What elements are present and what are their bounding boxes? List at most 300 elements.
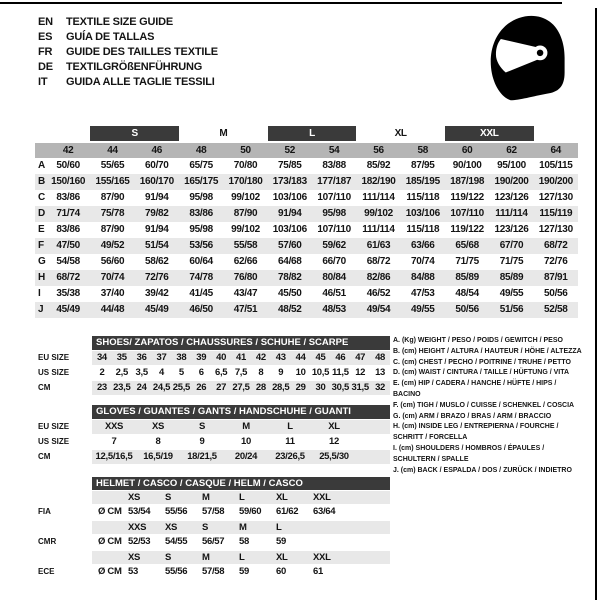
measurement-value: 55/58 (233, 240, 258, 251)
shoes-size-row (35, 351, 390, 365)
measurement-row (35, 270, 578, 286)
measurement-row (35, 206, 578, 222)
measurement-value: 173/183 (272, 176, 307, 187)
gloves-size-value: 20/24 (234, 451, 258, 462)
measurement-value: 83/86 (56, 224, 80, 235)
gloves-row-label: CM (38, 452, 51, 461)
language-code: ES (38, 31, 53, 43)
measurement-value: 71/75 (455, 256, 479, 267)
gloves-size-value: 8 (155, 436, 161, 447)
language-code: EN (38, 16, 53, 28)
measurement-row (35, 174, 578, 190)
measurement-value: 84/88 (411, 272, 435, 283)
measurement-value: 115/118 (406, 224, 440, 235)
helmet-size-header: XL (276, 492, 288, 503)
helmet-size-header: S (165, 492, 172, 503)
measurement-value: 80/84 (322, 272, 346, 283)
measurement-row (35, 222, 578, 238)
helmet-size-value: 61 (313, 566, 323, 577)
measurement-value: 115/118 (406, 192, 440, 203)
right-border-rule (595, 8, 597, 600)
measurement-row (35, 238, 578, 254)
language-title-row (38, 60, 218, 75)
measurement-value: 170/180 (228, 176, 263, 187)
measurement-row-label: H (38, 272, 45, 283)
measurement-value: 71/74 (56, 208, 80, 219)
helmet-values-row (35, 535, 390, 549)
helmet-size-headers (92, 521, 390, 534)
size-band-label: L (268, 126, 357, 141)
shoes-size-value: 9 (278, 367, 284, 378)
gloves-row-label: US SIZE (38, 437, 70, 446)
helmet-row-label-spacer (35, 521, 92, 534)
shoes-size-table (35, 336, 390, 396)
shoes-size-value: 24,5 (152, 382, 171, 393)
size-column-header: 50 (240, 145, 251, 156)
legend-item: D. (cm) WAIST / CINTURA / TAILLE / HÜFTUNG / VITA (393, 369, 570, 377)
legend-item: B. (cm) HEIGHT / ALTURA / HAUTEUR / HÖHE / ALTEZZA (393, 347, 582, 355)
shoes-size-value: 13 (375, 367, 386, 378)
helmet-size-header: M (239, 522, 247, 533)
helmet-size-values (92, 535, 390, 549)
shoes-row-values (92, 351, 390, 365)
gloves-size-value: 23/26,5 (275, 451, 305, 462)
measurement-value: 95/98 (189, 192, 213, 203)
gloves-size-value: 18/21,5 (187, 451, 217, 462)
legend-item: A. (Kg) WEIGHT / PESO / POIDS / GEWITCH / PESO (393, 337, 563, 344)
measurement-value: 119/122 (450, 224, 484, 235)
shoes-size-value: 28 (255, 382, 266, 393)
measurement-value: 60/64 (189, 256, 213, 267)
measurement-value: 41/45 (189, 288, 213, 299)
helmet-size-value: 52/53 (128, 536, 151, 547)
size-band-label: S (90, 126, 179, 141)
measurement-value: 72/76 (145, 272, 169, 283)
size-column-header: 48 (195, 145, 207, 156)
helmet-standard-label: CMR (38, 537, 57, 546)
gloves-size-value: 9 (199, 436, 205, 447)
measurement-value: 35/38 (56, 288, 80, 299)
helmet-size-value: 60 (276, 566, 286, 577)
guide-title-text: GUIDA ALLE TAGLIE TESSILI (66, 76, 215, 88)
helmet-size-value: 59 (239, 566, 249, 577)
helmet-size-header: XXS (128, 522, 147, 533)
language-code: FR (38, 46, 53, 58)
top-border-rule (0, 2, 562, 4)
measurement-value: 50/60 (56, 160, 80, 171)
size-column-header: 56 (373, 145, 384, 156)
gloves-size-row (35, 420, 390, 434)
measurement-value: 123/126 (494, 192, 529, 203)
shoes-size-value: 10,5 (311, 367, 330, 378)
measurement-row-label: F (38, 240, 44, 251)
measurement-value: 68/72 (544, 240, 568, 251)
helmet-size-value: 57/58 (202, 566, 225, 577)
measurement-value: 46/51 (322, 288, 346, 299)
measurement-value: 51/56 (499, 304, 524, 315)
shoes-size-value: 30,5 (331, 382, 349, 393)
size-column-header: 46 (151, 145, 163, 156)
measurement-value: 85/89 (455, 272, 479, 283)
measurement-value: 54/58 (56, 256, 80, 267)
measurement-value: 48/52 (278, 304, 302, 315)
size-column-header: 54 (328, 145, 340, 156)
measurement-value: 49/55 (411, 304, 435, 315)
measurement-value: 95/98 (189, 224, 213, 235)
racing-helmet-icon (486, 12, 568, 106)
shoes-size-value: 36 (136, 352, 147, 363)
shoes-size-value: 10 (295, 367, 306, 378)
shoes-size-value: 24 (136, 382, 147, 393)
helmet-size-header: L (239, 552, 245, 563)
measurement-value: 51/54 (145, 240, 169, 251)
measurement-value: 127/130 (538, 224, 573, 235)
shoes-size-value: 43 (275, 352, 286, 363)
measurement-value: 49/52 (100, 240, 125, 251)
helmet-size-headers (92, 491, 390, 504)
helmet-size-value: 59/60 (239, 506, 262, 517)
measurement-value: 185/195 (405, 176, 440, 187)
measurement-value: 123/126 (494, 224, 529, 235)
measurement-value: 39/42 (145, 288, 169, 299)
helmet-size-value: 55/56 (165, 566, 188, 577)
measurement-value: 68/72 (366, 256, 391, 267)
guide-title-text: GUÍA DE TALLAS (66, 31, 155, 43)
guide-title-text: TEXTILGRÖßENFÜHRUNG (66, 61, 203, 73)
shoes-size-value: 30 (315, 382, 326, 393)
measurement-row-label: D (38, 208, 45, 219)
shoes-size-value: 11,5 (331, 367, 349, 378)
measurement-value: 190/200 (494, 176, 529, 187)
gloves-size-value: 25,5/30 (319, 451, 349, 462)
helmet-size-value: 59 (276, 536, 286, 547)
shoes-row-label: CM (38, 383, 51, 392)
measurement-value: 95/98 (322, 208, 346, 219)
measurement-value: 43/47 (233, 288, 258, 299)
measurement-value: 150/160 (51, 176, 86, 187)
gloves-size-value: XL (328, 421, 340, 432)
size-column-header: 52 (284, 145, 296, 156)
size-band-label: XL (394, 128, 407, 139)
measurement-value: 66/70 (322, 256, 346, 267)
measurement-value: 65/68 (455, 240, 479, 251)
legend-item: F. (cm) TIGH / MUSLO / CUISSE / SCHENKEL / COSCIA (393, 401, 575, 409)
shoes-size-value: 27,5 (232, 382, 250, 393)
gloves-row-values (92, 420, 390, 434)
helmet-size-values (92, 505, 390, 519)
measurement-value: 111/114 (495, 208, 528, 219)
helmet-size-table (35, 477, 390, 581)
measurement-value: 46/50 (189, 304, 213, 315)
measurement-value: 83/86 (189, 208, 213, 219)
measurement-value: 45/50 (278, 288, 302, 299)
measurement-value: 111/114 (362, 192, 395, 203)
helmet-standard-label: ECE (38, 567, 55, 576)
helmet-values-row (35, 505, 390, 519)
measurement-value: 72/76 (544, 256, 568, 267)
legend-item: C. (cm) CHEST / PECHO / POITRINE / TRUHE / PETTO (393, 358, 572, 366)
size-number-header-row (35, 143, 578, 158)
measurement-value: 187/198 (450, 176, 485, 187)
measurement-value: 48/53 (322, 304, 346, 315)
language-title-row (38, 30, 218, 45)
shoes-size-value: 8 (258, 367, 264, 378)
measurement-value: 63/66 (411, 240, 435, 251)
measurement-value: 53/56 (189, 240, 213, 251)
measurement-value: 45/49 (56, 304, 80, 315)
measurement-value: 48/54 (455, 288, 479, 299)
measurement-value: 62/66 (233, 256, 258, 267)
measurement-value: 70/80 (233, 160, 258, 171)
measurement-value: 59/62 (322, 240, 346, 251)
measurement-value: 83/88 (322, 160, 346, 171)
shoes-size-value: 42 (255, 352, 266, 363)
helmet-size-value: 56/57 (202, 536, 225, 547)
shoes-size-value: 23 (96, 382, 107, 393)
measurement-value: 61/63 (366, 240, 391, 251)
measurement-row-label: I (38, 288, 41, 299)
gloves-size-value: 12,5/16,5 (95, 451, 133, 462)
language-title-row (38, 15, 218, 30)
gloves-row-values (92, 450, 390, 464)
measurement-value: 44/48 (100, 304, 125, 315)
measurement-row-label: A (38, 160, 45, 171)
shoes-size-value: 48 (375, 352, 386, 363)
shoes-size-row (35, 381, 390, 395)
helmet-size-header: S (202, 522, 209, 533)
measurement-value: 105/115 (539, 160, 573, 171)
shoes-size-value: 4 (159, 367, 165, 378)
measurement-value: 71/75 (499, 256, 524, 267)
measurement-legend (393, 336, 585, 476)
gloves-size-value: 7 (111, 436, 117, 447)
gloves-size-value: S (198, 421, 206, 432)
gloves-size-row (35, 435, 390, 449)
measurement-value: 107/110 (317, 224, 351, 235)
measurement-value: 47/50 (56, 240, 80, 251)
helmet-size-value: 58 (239, 536, 249, 547)
legend-item: E. (cm) HIP / CADERA / HANCHE / HÜFTE / HIPS / BACINO (393, 380, 557, 398)
shoes-size-value: 23,5 (113, 382, 131, 393)
measurement-value: 91/94 (145, 192, 169, 203)
measurement-row-label: E (38, 224, 45, 235)
helmet-size-values (92, 565, 390, 579)
size-column-header: 58 (417, 145, 429, 156)
shoes-size-value: 32 (375, 382, 386, 393)
gloves-section-title: GLOVES / GUANTES / GANTS / HANDSCHUHE / GUANTI (92, 405, 390, 419)
measurement-row (35, 286, 578, 302)
measurement-value: 87/90 (100, 224, 125, 235)
measurement-value: 46/52 (366, 288, 391, 299)
measurement-value: 103/106 (272, 224, 307, 235)
measurement-value: 99/102 (231, 192, 260, 203)
measurement-value: 47/51 (233, 304, 258, 315)
measurement-value: 87/95 (411, 160, 435, 171)
shoes-size-value: 7,5 (234, 367, 248, 378)
measurement-value: 90/100 (452, 160, 482, 171)
shoes-size-value: 47 (355, 352, 366, 363)
shoes-row-label: EU SIZE (38, 353, 70, 362)
language-code: DE (38, 61, 53, 73)
helmet-size-value: 53 (128, 566, 138, 577)
gloves-size-value: XXS (104, 421, 124, 432)
helmet-size-value: 61/62 (276, 506, 299, 517)
guide-title-text: TEXTILE SIZE GUIDE (66, 16, 174, 28)
shoes-size-value: 35 (116, 352, 127, 363)
helmet-sizes-row (35, 491, 390, 504)
measurement-value: 50/56 (455, 304, 479, 315)
measurement-value: 65/75 (189, 160, 213, 171)
size-column-header: 64 (550, 145, 562, 156)
shoes-size-value: 25,5 (172, 382, 191, 393)
textile-size-table (35, 126, 578, 318)
shoes-size-value: 3,5 (135, 367, 148, 378)
measurement-value: 103/106 (405, 208, 440, 219)
measurement-value: 85/89 (499, 272, 524, 283)
gloves-size-value: 12 (329, 436, 339, 447)
gloves-size-value: 16,5/19 (143, 451, 173, 462)
helmet-size-value: 54/55 (165, 536, 188, 547)
shoes-size-value: 37 (156, 352, 167, 363)
measurement-row-label: G (38, 256, 46, 267)
helmet-values-row (35, 565, 390, 579)
gloves-row-values (92, 435, 390, 449)
shoes-size-value: 5 (178, 367, 184, 378)
measurement-value: 87/91 (544, 272, 568, 283)
shoes-size-value: 45 (315, 352, 326, 363)
measurement-value: 99/102 (231, 224, 260, 235)
shoes-section-title: SHOES/ ZAPATOS / CHAUSSURES / SCHUHE / SCARPE (92, 336, 390, 350)
measurement-value: 56/60 (100, 256, 125, 267)
measurement-row-label: B (38, 176, 45, 187)
language-code: IT (38, 76, 48, 88)
language-title-row (38, 45, 218, 60)
legend-item: H. (cm) INSIDE LEG / ENTREPIERNA / FOURCHE / SCHRITT / FORCELLA (393, 423, 559, 442)
measurement-value: 37/40 (100, 288, 125, 299)
legend-item: I. (cm) SHOULDERS / HOMBROS / ÉPAULES / SCHULTERN / SPALLE (393, 444, 545, 463)
size-column-header: 44 (107, 145, 118, 156)
diameter-unit-label: Ø CM (98, 506, 122, 517)
measurement-value: 49/54 (366, 304, 391, 315)
measurement-value: 85/92 (366, 160, 391, 171)
measurement-value: 155/165 (95, 176, 130, 187)
measurement-value: 83/86 (56, 192, 80, 203)
measurement-value: 60/70 (145, 160, 169, 171)
size-band-label: XXL (445, 126, 534, 141)
measurement-value: 119/122 (450, 192, 484, 203)
diameter-unit-label: Ø CM (98, 566, 122, 577)
helmet-size-value: 57/58 (202, 506, 225, 517)
measurement-value: 76/80 (233, 272, 258, 283)
shoes-size-value: 27 (216, 382, 227, 393)
measurement-value: 91/94 (145, 224, 169, 235)
measurement-value: 127/130 (538, 192, 573, 203)
shoes-size-value: 26 (196, 382, 207, 393)
measurement-value: 58/62 (145, 256, 169, 267)
helmet-size-header: XXL (313, 492, 331, 503)
measurement-value: 47/53 (411, 288, 435, 299)
shoes-size-value: 6,5 (214, 367, 228, 378)
gloves-size-value: M (242, 421, 250, 432)
shoes-size-value: 6 (198, 367, 204, 378)
gloves-size-value: L (287, 421, 293, 432)
helmet-row-label-spacer (35, 491, 92, 504)
gloves-size-value: 11 (285, 436, 295, 447)
measurement-value: 75/78 (100, 208, 125, 219)
diameter-unit-label: Ø CM (98, 536, 122, 547)
measurement-value: 70/74 (100, 272, 125, 283)
shoes-size-value: 12 (355, 367, 366, 378)
measurement-value: 78/82 (278, 272, 302, 283)
helmet-size-value: 55/56 (165, 506, 188, 517)
measurement-value: 49/55 (499, 288, 524, 299)
helmet-size-value: 63/64 (313, 506, 336, 517)
gloves-size-row (35, 450, 390, 464)
measurement-value: 57/60 (278, 240, 302, 251)
measurement-rows (35, 158, 578, 318)
measurement-value: 95/100 (497, 160, 526, 171)
guide-title-text: GUIDE DES TAILLES TEXTILE (66, 46, 218, 58)
measurement-value: 75/85 (278, 160, 302, 171)
language-title-list (38, 15, 218, 90)
measurement-value: 64/68 (278, 256, 302, 267)
helmet-size-header: XS (128, 552, 141, 563)
helmet-size-header: XS (165, 522, 178, 533)
shoes-size-value: 40 (216, 352, 227, 363)
measurement-value: 79/82 (145, 208, 169, 219)
measurement-value: 165/175 (184, 176, 219, 187)
shoes-size-row (35, 366, 390, 380)
measurement-value: 99/102 (364, 208, 393, 219)
shoes-size-value: 31,5 (351, 382, 369, 393)
shoes-size-value: 34 (96, 352, 107, 363)
legend-item: J. (cm) BACK / ESPALDA / DOS / ZURÜCK / INDIETRO (393, 466, 572, 474)
shoes-size-value: 44 (295, 352, 306, 363)
helmet-size-header: S (165, 552, 172, 563)
shoes-row-label: US SIZE (38, 368, 70, 377)
shoes-size-value: 41 (236, 352, 246, 363)
helmet-sizes-row (35, 521, 390, 534)
measurement-row-label: C (38, 192, 45, 203)
measurement-value: 107/110 (317, 192, 351, 203)
measurement-value: 67/70 (499, 240, 524, 251)
helmet-size-header: M (202, 552, 210, 563)
size-column-header: 62 (506, 145, 517, 156)
measurement-value: 103/106 (272, 192, 307, 203)
gloves-size-value: XS (151, 421, 165, 432)
measurement-value: 68/72 (56, 272, 80, 283)
helmet-size-header: L (239, 492, 245, 503)
helmet-size-value: 53/54 (128, 506, 151, 517)
measurement-value: 50/56 (544, 288, 568, 299)
measurement-value: 87/90 (233, 208, 258, 219)
measurement-row (35, 254, 578, 270)
helmet-sizes-row (35, 551, 390, 564)
size-column-header: 42 (62, 145, 74, 156)
helmet-size-header: M (202, 492, 210, 503)
measurement-value: 70/74 (411, 256, 435, 267)
shoes-row-values (92, 381, 390, 395)
shoes-size-value: 39 (196, 352, 207, 363)
helmet-size-header: XS (128, 492, 141, 503)
measurement-value: 107/110 (450, 208, 484, 219)
measurement-value: 82/86 (366, 272, 391, 283)
helmet-size-header: XXL (313, 552, 331, 563)
shoes-size-value: 29 (295, 382, 306, 393)
shoes-size-value: 2 (99, 367, 105, 378)
measurement-value: 55/65 (100, 160, 125, 171)
gloves-row-label: EU SIZE (38, 422, 70, 431)
